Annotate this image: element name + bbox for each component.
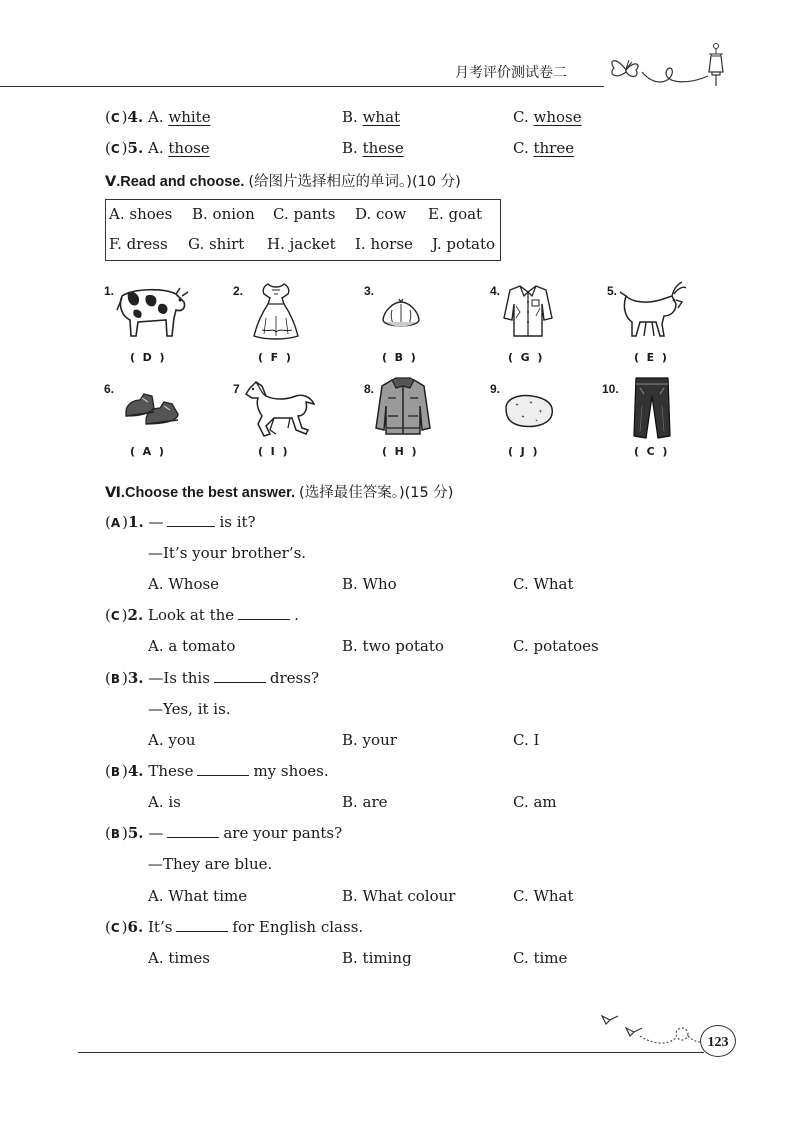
picture-number-3: 3.: [364, 284, 375, 298]
word-h: H. jacket: [267, 235, 336, 253]
option-c: C. am: [513, 793, 557, 811]
option-b: B. these: [342, 139, 404, 157]
question-number: 4.: [127, 762, 144, 780]
picture-number-6: 6.: [104, 382, 115, 396]
picture-answer-6: ( A ): [130, 445, 164, 458]
swirl-icon: [640, 60, 710, 90]
option-b: B. two potato: [342, 637, 444, 655]
question-5-reply: —They are blue.: [148, 855, 273, 873]
picture-number-8: 8.: [364, 382, 375, 396]
option-a: A. white: [148, 108, 211, 126]
answer-mark: C: [110, 111, 122, 125]
shoes-icon: [120, 384, 184, 428]
option-a: A. is: [148, 793, 181, 811]
picture-number-5: 5.: [607, 284, 618, 298]
answer-mark: C: [110, 921, 122, 935]
answer-blank: [167, 512, 215, 527]
onion-icon: [380, 298, 422, 332]
shirt-icon: [502, 282, 554, 340]
question-6: (C)6. It’s for English class.: [105, 918, 364, 936]
question-4: (B)4. These my shoes.: [105, 762, 329, 780]
footer-rule: [78, 1052, 704, 1053]
question-5: (B)5. — are your pants?: [105, 824, 343, 842]
option-b: B. What colour: [342, 887, 456, 905]
header-rule: [0, 86, 604, 87]
question-row-5: (C)5. A. those B. these C. three: [105, 139, 575, 157]
answer-blank: [214, 668, 266, 683]
picture-answer-5: ( E ): [634, 351, 667, 364]
question-number: 2.: [127, 606, 144, 624]
question-number: 6.: [127, 918, 144, 936]
horse-icon: [240, 376, 316, 438]
header-title: 月考评价测试卷二: [455, 65, 567, 81]
birds-icon: [596, 1008, 706, 1048]
picture-answer-9: ( J ): [508, 445, 538, 458]
question-number: 1.: [128, 513, 144, 531]
word-e: E. goat: [428, 205, 483, 223]
picture-answer-7: ( I ): [258, 445, 288, 458]
answer-blank: [176, 917, 228, 932]
option-c: C. whose: [513, 108, 582, 126]
option-c: C. I: [513, 731, 540, 749]
word-b: B. onion: [192, 205, 255, 223]
dress-icon: [252, 280, 300, 342]
question-row-4: (C)4. A. white B. what C. whose: [105, 108, 582, 126]
question-number: 5.: [127, 139, 144, 157]
answer-blank: [197, 761, 249, 776]
option-a: A. What time: [148, 887, 248, 905]
jacket-icon: [374, 376, 432, 438]
cow-icon: [114, 282, 190, 340]
option-c: C. time: [513, 949, 568, 967]
option-a: A. you: [148, 731, 196, 749]
option-c: C. What: [513, 575, 574, 593]
answer-mark: C: [110, 609, 122, 623]
picture-number-1: 1.: [104, 284, 115, 298]
picture-answer-10: ( C ): [634, 445, 668, 458]
word-d: D. cow: [355, 205, 407, 223]
page-number: 123: [707, 1035, 729, 1050]
question-2: (C)2. Look at the .: [105, 606, 299, 624]
option-b: B. are: [342, 793, 388, 811]
option-c: C. three: [513, 139, 575, 157]
picture-number-10: 10.: [602, 382, 619, 396]
option-a: A. a tomato: [148, 637, 236, 655]
answer-mark: B: [110, 827, 123, 841]
answer-blank: [167, 823, 219, 838]
word-a: A. shoes: [109, 205, 173, 223]
option-b: B. timing: [342, 949, 412, 967]
word-c: C. pants: [273, 205, 336, 223]
picture-number-7: 7: [233, 382, 240, 396]
potato-icon: [500, 390, 556, 430]
word-bank-box: [105, 199, 501, 261]
lamp-icon: [702, 42, 730, 88]
option-c: C. What: [513, 887, 574, 905]
word-i: I. horse: [355, 235, 413, 253]
word-g: G. shirt: [188, 235, 245, 253]
option-a: A. those: [148, 139, 210, 157]
question-number: 3.: [127, 669, 144, 687]
option-a: A. times: [148, 949, 210, 967]
option-b: B. Who: [342, 575, 397, 593]
question-3-reply: —Yes, it is.: [148, 700, 231, 718]
question-1: (A)1. — is it?: [105, 513, 256, 531]
picture-answer-2: ( F ): [258, 351, 291, 364]
picture-answer-8: ( H ): [382, 445, 417, 458]
option-a: A. Whose: [148, 575, 220, 593]
question-1-reply: —It’s your brother’s.: [148, 544, 307, 562]
answer-mark: C: [110, 142, 122, 156]
answer-mark: B: [110, 765, 123, 779]
word-f: F. dress: [109, 235, 168, 253]
answer-mark: B: [110, 672, 123, 686]
picture-number-2: 2.: [233, 284, 244, 298]
answer-mark: A: [110, 516, 123, 530]
section-6-heading: Ⅵ.Choose the best answer. (选择最佳答案。)(15 分): [105, 485, 454, 501]
option-c: C. potatoes: [513, 637, 599, 655]
word-j: J. potato: [432, 235, 496, 253]
picture-answer-3: ( B ): [382, 351, 416, 364]
goat-icon: [616, 280, 688, 342]
picture-number-4: 4.: [490, 284, 501, 298]
question-number: 4.: [127, 108, 144, 126]
option-b: B. your: [342, 731, 397, 749]
answer-blank: [238, 605, 290, 620]
page-number-badge: [700, 1025, 736, 1057]
picture-answer-4: ( G ): [508, 351, 543, 364]
question-number: 5.: [127, 824, 144, 842]
question-3: (B)3. —Is this dress?: [105, 669, 319, 687]
picture-number-9: 9.: [490, 382, 501, 396]
picture-answer-1: ( D ): [130, 351, 165, 364]
pants-icon: [632, 376, 672, 440]
section-5-heading: Ⅴ.Read and choose. (给图片选择相应的单词。)(10 分): [105, 174, 461, 190]
option-b: B. what: [342, 108, 401, 126]
